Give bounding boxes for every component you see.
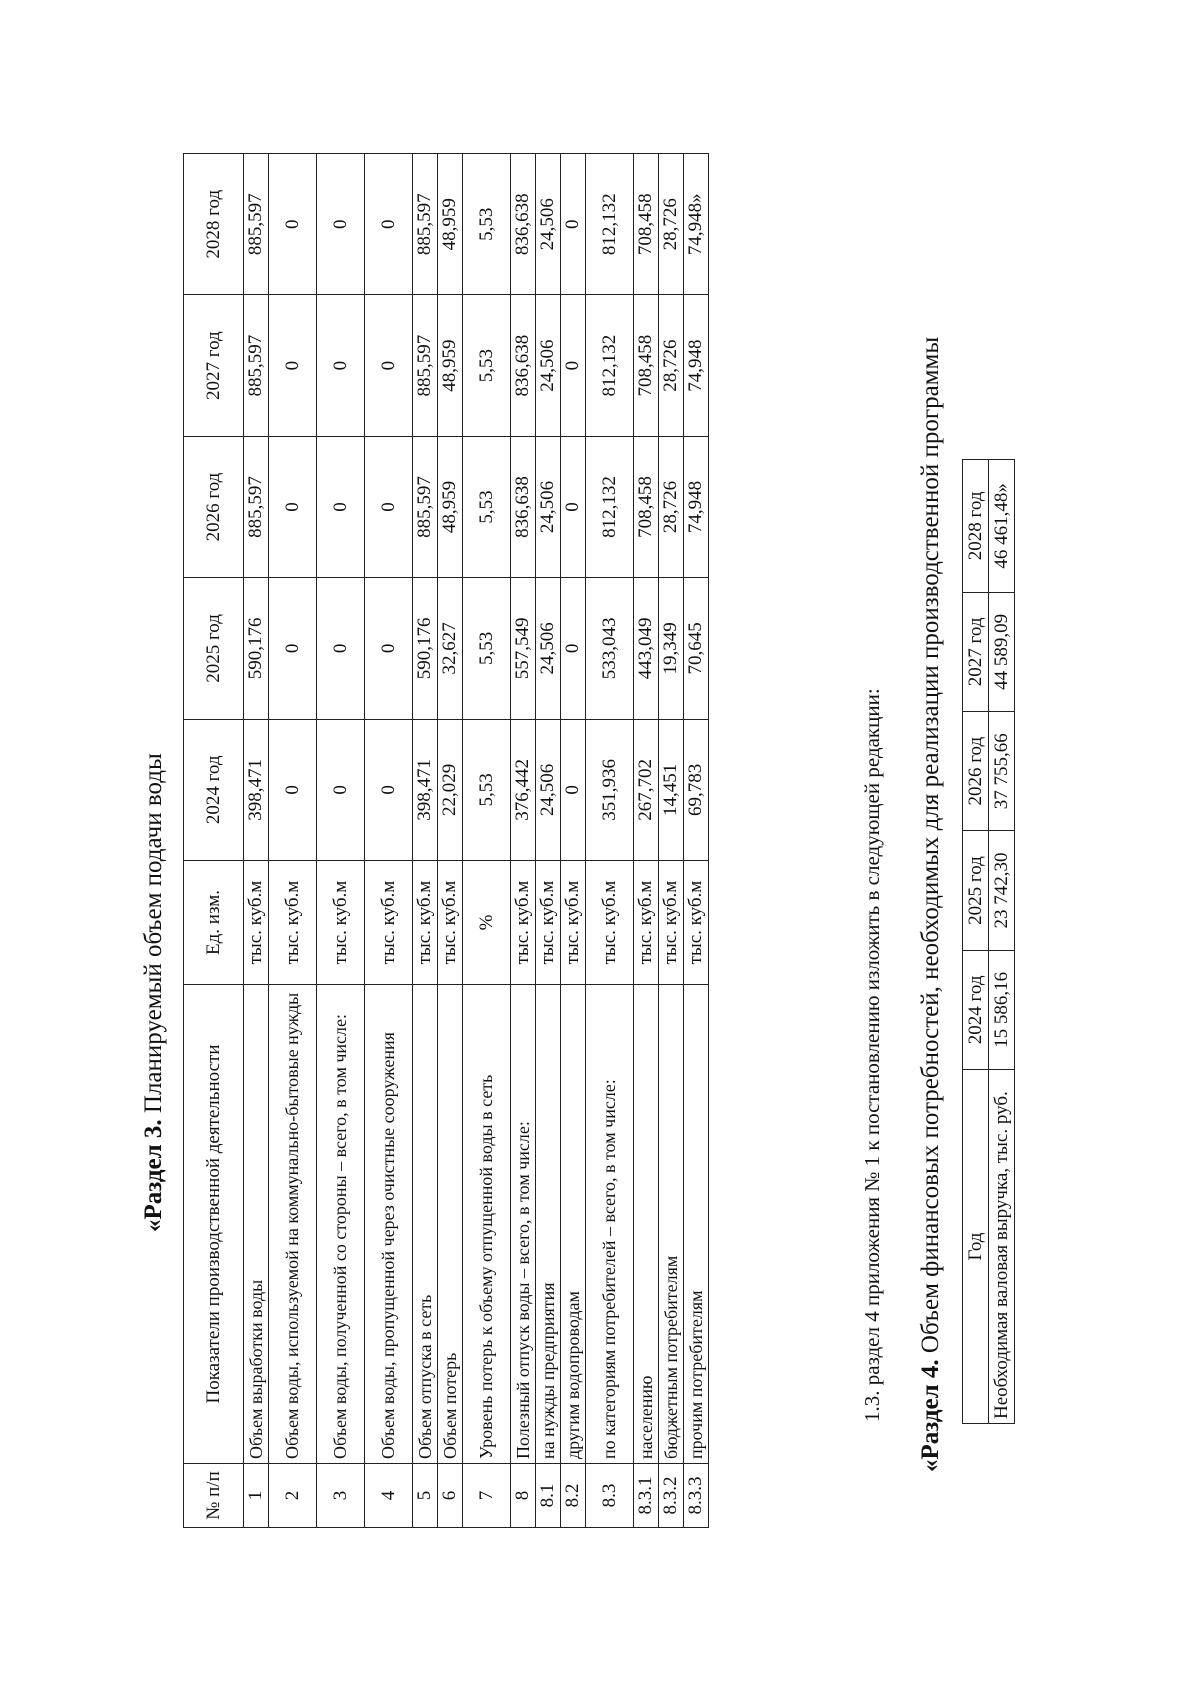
header-cell: 2024 год — [963, 950, 989, 1069]
indicator-cell: бюджетным потребителям — [659, 985, 684, 1464]
table-cell: 0 — [365, 719, 413, 860]
row-number-cell: 7 — [463, 1464, 511, 1528]
table-row — [586, 154, 634, 1528]
table-row — [365, 154, 413, 1528]
indicator-cell: по категориям потребителей – всего, в том числе: — [586, 985, 634, 1464]
row-number-cell: 8.3.1 — [634, 1464, 659, 1528]
row-number-cell: 8.3 — [586, 1464, 634, 1528]
table-cell: тыс. куб.м — [317, 861, 365, 985]
table-header-row — [184, 154, 244, 1528]
table-cell: 708,458 — [634, 436, 659, 577]
table-cell: 836,638 — [511, 154, 536, 295]
table-cell: 32,627 — [438, 578, 463, 719]
table-cell: 15 586,16 — [989, 950, 1015, 1069]
table-cell: 0 — [561, 154, 586, 295]
table-cell: 74,948 — [684, 436, 709, 577]
header-cell: № п/п — [184, 1464, 244, 1528]
table-cell: 5,53 — [463, 154, 511, 295]
table-cell: 885,597 — [244, 436, 269, 577]
row-number-cell: 8.3.3 — [684, 1464, 709, 1528]
table-row — [659, 154, 684, 1528]
table-cell: 812,132 — [586, 154, 634, 295]
table-cell: 398,471 — [244, 719, 269, 860]
table-cell: 0 — [317, 436, 365, 577]
header-cell: 2026 год — [963, 712, 989, 831]
table-cell: 0 — [269, 436, 317, 577]
table-cell: тыс. куб.м — [365, 861, 413, 985]
header-cell: 2026 год — [184, 436, 244, 577]
table-row — [989, 460, 1015, 1424]
indicator-cell: Объем потерь — [438, 985, 463, 1464]
table-cell: 0 — [365, 295, 413, 436]
table-row — [536, 154, 561, 1528]
table-row — [561, 154, 586, 1528]
table-cell: 74,948 — [684, 295, 709, 436]
table-row — [413, 154, 438, 1528]
table-cell: 69,783 — [684, 719, 709, 860]
table-cell: 590,176 — [413, 578, 438, 719]
table-cell: 812,132 — [586, 436, 634, 577]
table-cell: тыс. куб.м — [586, 861, 634, 985]
table-cell: 351,936 — [586, 719, 634, 860]
table-cell: тыс. куб.м — [659, 861, 684, 985]
table-row — [684, 154, 709, 1528]
table-cell: 708,458 — [634, 154, 659, 295]
row-number-cell: 1 — [244, 1464, 269, 1528]
table-cell: 24,506 — [536, 578, 561, 719]
table-cell: 0 — [561, 436, 586, 577]
header-cell: 2027 год — [184, 295, 244, 436]
row-number-cell: 5 — [413, 1464, 438, 1528]
section3-title-text: Планируемый объем подачи воды — [140, 753, 167, 1120]
header-cell: Год — [963, 1070, 989, 1424]
table-cell: 24,506 — [536, 295, 561, 436]
table-cell: 885,597 — [413, 154, 438, 295]
table-cell: 443,049 — [634, 578, 659, 719]
table-row — [317, 154, 365, 1528]
table-cell: тыс. куб.м — [561, 861, 586, 985]
table-cell: 5,53 — [463, 719, 511, 860]
indicator-cell: другим водопроводам — [561, 985, 586, 1464]
table-cell: тыс. куб.м — [269, 861, 317, 985]
table-cell: 46 461,48» — [989, 460, 1015, 593]
table-cell: тыс. куб.м — [536, 861, 561, 985]
indicator-cell: Объем отпуска в сеть — [413, 985, 438, 1464]
table-cell: тыс. куб.м — [438, 861, 463, 985]
table-cell: 836,638 — [511, 295, 536, 436]
table-cell: 24,506 — [536, 436, 561, 577]
table-cell: 557,549 — [511, 578, 536, 719]
table-cell: 0 — [561, 578, 586, 719]
table-cell: 19,349 — [659, 578, 684, 719]
row-number-cell: 6 — [438, 1464, 463, 1528]
section4-title-text: Объем финансовых потребностей, необходимых для реализации производственной программы — [917, 336, 944, 1360]
table-cell: 44 589,09 — [989, 592, 1015, 711]
table-cell: 48,959 — [438, 436, 463, 577]
amendment-note: 1.3. раздел 4 приложения № 1 к постановлению изложить в следующей редакции: — [860, 688, 884, 1422]
section3-title-bold: «Раздел 3. — [140, 1119, 167, 1232]
indicator-cell: на нужды предприятия — [536, 985, 561, 1464]
indicator-cell: Полезный отпуск воды – всего, в том числе: — [511, 985, 536, 1464]
table-cell: 5,53 — [463, 436, 511, 577]
indicator-cell: Объем выработки воды — [244, 985, 269, 1464]
table-cell: 885,597 — [413, 436, 438, 577]
table-cell: 885,597 — [413, 295, 438, 436]
table-row — [634, 154, 659, 1528]
indicator-cell: Уровень потерь к объему отпущенной воды в сеть — [463, 985, 511, 1464]
table-cell: 0 — [365, 578, 413, 719]
table-cell: 533,043 — [586, 578, 634, 719]
table-cell: 0 — [561, 719, 586, 860]
table-cell: 14,451 — [659, 719, 684, 860]
indicator-cell: населению — [634, 985, 659, 1464]
table-cell: тыс. куб.м — [684, 861, 709, 985]
table-cell: 0 — [269, 154, 317, 295]
header-cell: 2028 год — [963, 460, 989, 593]
row-number-cell: 2 — [269, 1464, 317, 1528]
header-cell: 2027 год — [963, 592, 989, 711]
table-cell: 885,597 — [244, 295, 269, 436]
header-cell: 2028 год — [184, 154, 244, 295]
table-row — [511, 154, 536, 1528]
header-cell: 2025 год — [963, 831, 989, 950]
table-cell: 74,948» — [684, 154, 709, 295]
table-cell: 0 — [365, 154, 413, 295]
table-cell: % — [463, 861, 511, 985]
table-cell: 0 — [269, 295, 317, 436]
row-number-cell: 8.2 — [561, 1464, 586, 1528]
table-cell: 812,132 — [586, 295, 634, 436]
table-cell: тыс. куб.м — [413, 861, 438, 985]
table-cell: тыс. куб.м — [511, 861, 536, 985]
row-number-cell: 8.3.2 — [659, 1464, 684, 1528]
table-cell: 22,029 — [438, 719, 463, 860]
table-cell: 0 — [317, 578, 365, 719]
table-cell: 28,726 — [659, 154, 684, 295]
table-cell: 0 — [317, 719, 365, 860]
table-header-row — [963, 460, 989, 1424]
section3-title — [140, 753, 168, 1232]
table-cell: 0 — [269, 719, 317, 860]
table-cell: 48,959 — [438, 154, 463, 295]
section4-title — [917, 337, 945, 1472]
table-cell: 0 — [269, 578, 317, 719]
table-cell: тыс. куб.м — [634, 861, 659, 985]
table-cell: 590,176 — [244, 578, 269, 719]
table-cell: 24,506 — [536, 719, 561, 860]
row-number-cell: 8.1 — [536, 1464, 561, 1528]
table-cell: 267,702 — [634, 719, 659, 860]
table-cell: 398,471 — [413, 719, 438, 860]
table-cell: 708,458 — [634, 295, 659, 436]
table-cell: 376,442 — [511, 719, 536, 860]
header-cell: Ед. изм. — [184, 861, 244, 985]
table-cell: 24,506 — [536, 154, 561, 295]
table-cell: 0 — [365, 436, 413, 577]
row-number-cell: 4 — [365, 1464, 413, 1528]
indicator-cell: Объем воды, полученной со стороны – всего, в том числе: — [317, 985, 365, 1464]
table-row — [269, 154, 317, 1528]
table-row — [438, 154, 463, 1528]
table-cell: 5,53 — [463, 578, 511, 719]
financial-needs-table — [962, 459, 1015, 1424]
table-cell: тыс. куб.м — [244, 861, 269, 985]
table-cell: 885,597 — [244, 154, 269, 295]
table-cell: 48,959 — [438, 295, 463, 436]
table-row — [244, 154, 269, 1528]
table-cell: 28,726 — [659, 295, 684, 436]
indicator-cell: Объем воды, используемой на коммунально-бытовые нужды — [269, 985, 317, 1464]
header-cell: 2024 год — [184, 719, 244, 860]
table-cell: 23 742,30 — [989, 831, 1015, 950]
table-cell: 28,726 — [659, 436, 684, 577]
row-number-cell: 8 — [511, 1464, 536, 1528]
table-cell: 836,638 — [511, 436, 536, 577]
table-row — [463, 154, 511, 1528]
table-cell: Необходимая валовая выручка, тыс. руб. — [989, 1070, 1015, 1424]
section4-title-bold: «Раздел 4. — [917, 1359, 944, 1472]
water-supply-table — [183, 153, 709, 1528]
table-cell: 37 755,66 — [989, 712, 1015, 831]
table-cell: 5,53 — [463, 295, 511, 436]
indicator-cell: прочим потребителям — [684, 985, 709, 1464]
indicator-cell: Объем воды, пропущенной через очистные сооружения — [365, 985, 413, 1464]
table-cell: 0 — [317, 154, 365, 295]
header-cell: Показатели производственной деятельности — [184, 985, 244, 1464]
table-cell: 70,645 — [684, 578, 709, 719]
table-cell: 0 — [317, 295, 365, 436]
row-number-cell: 3 — [317, 1464, 365, 1528]
header-cell: 2025 год — [184, 578, 244, 719]
table-cell: 0 — [561, 295, 586, 436]
